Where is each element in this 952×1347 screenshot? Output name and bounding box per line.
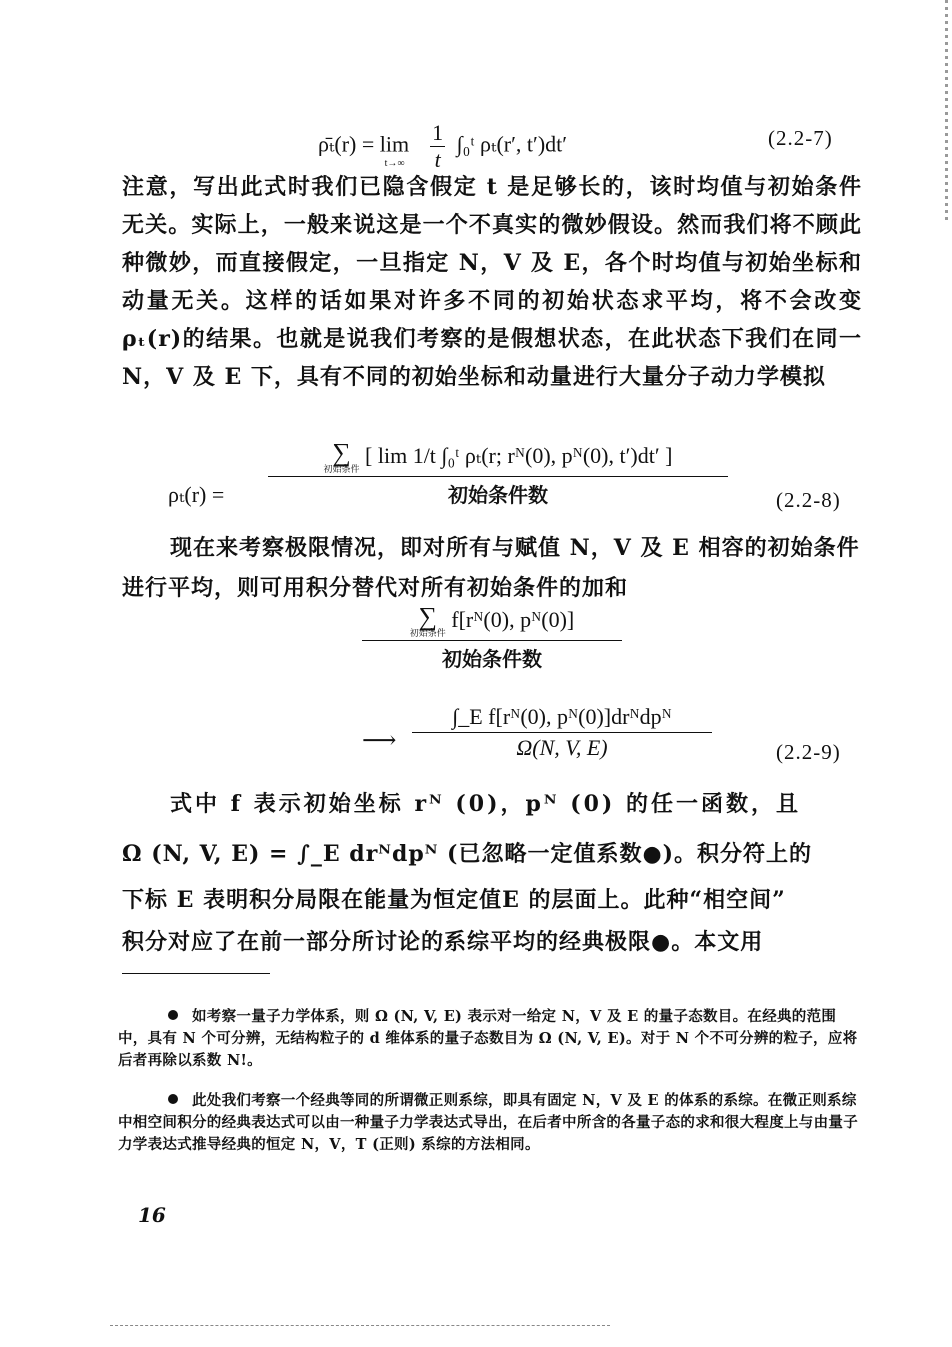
- eq227-lim-sub: t→∞: [384, 157, 405, 169]
- paragraph-3-line1: 式中 f 表示初始坐标 rᴺ (0)，pᴺ (0) 的任一函数，且: [170, 791, 801, 817]
- eq229-sum-sub: 初始条件: [409, 628, 446, 638]
- page-edge-scan-marks: [945, 0, 948, 220]
- eq229-denominator2: Ω(N, V, E): [516, 735, 608, 760]
- eq229-denominator1: 初始条件数: [442, 647, 542, 671]
- sum-icon: ∑ 初始条件: [323, 438, 360, 474]
- equation-2-2-8: [168, 438, 748, 526]
- arrow-icon: ⟶: [362, 728, 397, 754]
- equation-2-2-7: [318, 120, 738, 170]
- eq227-frac-num: 1: [432, 120, 444, 145]
- footnote-bullet-icon: [168, 1010, 178, 1020]
- eq228-number: (2.2-8): [776, 488, 841, 512]
- footnote-rule: [122, 973, 270, 974]
- scan-bottom-line: [110, 1325, 610, 1326]
- eq227-fraction: [430, 120, 445, 173]
- paragraph-1: 注意，写出此式时我们已隐含假定 t 是足够长的，该时均值与初始条件无关。实际上，一般来说这是一个不真实的微妙假设。然而我们将不顾此种微妙，而直接假定，一旦指定 N，V 及 E，各个时均值与初始坐标和动量无关。这样的话如果对许多不同的初始状态求平均，将不会改变ρₜ(r)的结果。也就是说我们考察的是假想状态，在此状态下我们在同一 N，V 及 E 下，具有不同的初始坐标和动量进行大量分子动力学模拟: [122, 174, 862, 390]
- eq229-number: (2.2-9): [776, 740, 841, 764]
- sum-icon: ∑ 初始条件: [409, 602, 446, 638]
- eq227-integral: ∫₀ᵗ ρₜ(r′, t′)dt′: [456, 131, 568, 157]
- footnote-1-text: 如考察一量子力学体系，则 Ω (N, V, E) 表示对一给定 N，V 及 E 的量子态数目。在经典的范围中，具有 N 个可分辨，无结构粒子的 d 维体系的量子态数目为 Ω (N, V, E)。对于 N 个不可分辨的粒子，应将后者再除以系数 N!。: [118, 1008, 858, 1069]
- eq229-numerator1: f[rᴺ(0), pᴺ(0)]: [451, 607, 575, 633]
- footnote-2-text: 此处我们考察一个经典等同的所谓微正则系综，即具有固定 N，V 及 E 的体系的系综。在微正则系综中相空间积分的经典表达式可以由一种量子力学表达式导出，在后者中所含的各量子态的求和很大程度上与由量子力学表达式推导经典的恒定 N，V，T (正则) 系综的方法相同。: [118, 1092, 858, 1153]
- equation-2-2-9-part2: [362, 704, 742, 780]
- eq228-sum-sub: 初始条件: [323, 464, 360, 474]
- footnote-2: [118, 1090, 858, 1156]
- paragraph-3-line3: 下标 E 表明积分局限在能量为恒定值E 的层面上。此种“相空间”: [122, 887, 786, 913]
- page-number: 16: [138, 1203, 166, 1227]
- eq228-lhs: ρₜ(r) =: [168, 482, 225, 507]
- footnote-1: [118, 1006, 858, 1072]
- eq227-number: (2.2-7): [768, 126, 833, 150]
- eq227-frac-den: t: [434, 147, 441, 172]
- equation-2-2-9-part1: [362, 602, 622, 686]
- paragraph-2: 现在来考察极限情况，即对所有与赋值 N，V 及 E 相容的初始条件进行平均，则可用积分替代对所有初始条件的加和: [122, 535, 860, 601]
- eq228-denominator: 初始条件数: [448, 483, 548, 507]
- paragraph-3-line2: Ω (N, V, E) = ∫_E drᴺdpᴺ (已忽略一定值系数●)。积分符上的: [122, 841, 813, 867]
- paragraph-3-line4: 积分对应了在前一部分所讨论的系综平均的经典极限●。本文用: [122, 929, 764, 955]
- eq228-fraction: [268, 438, 728, 508]
- footnote-bullet-icon: [168, 1094, 178, 1104]
- eq227-lhs: ρ̄ₜ(r) = lim: [318, 131, 410, 157]
- eq228-numerator: [ lim 1/t ∫₀ᵗ ρₜ(r; rᴺ(0), pᴺ(0), t′)dt′ ]: [365, 443, 673, 469]
- eq229-numerator2: ∫_E f[rᴺ(0), pᴺ(0)]drᴺdpᴺ: [412, 704, 712, 733]
